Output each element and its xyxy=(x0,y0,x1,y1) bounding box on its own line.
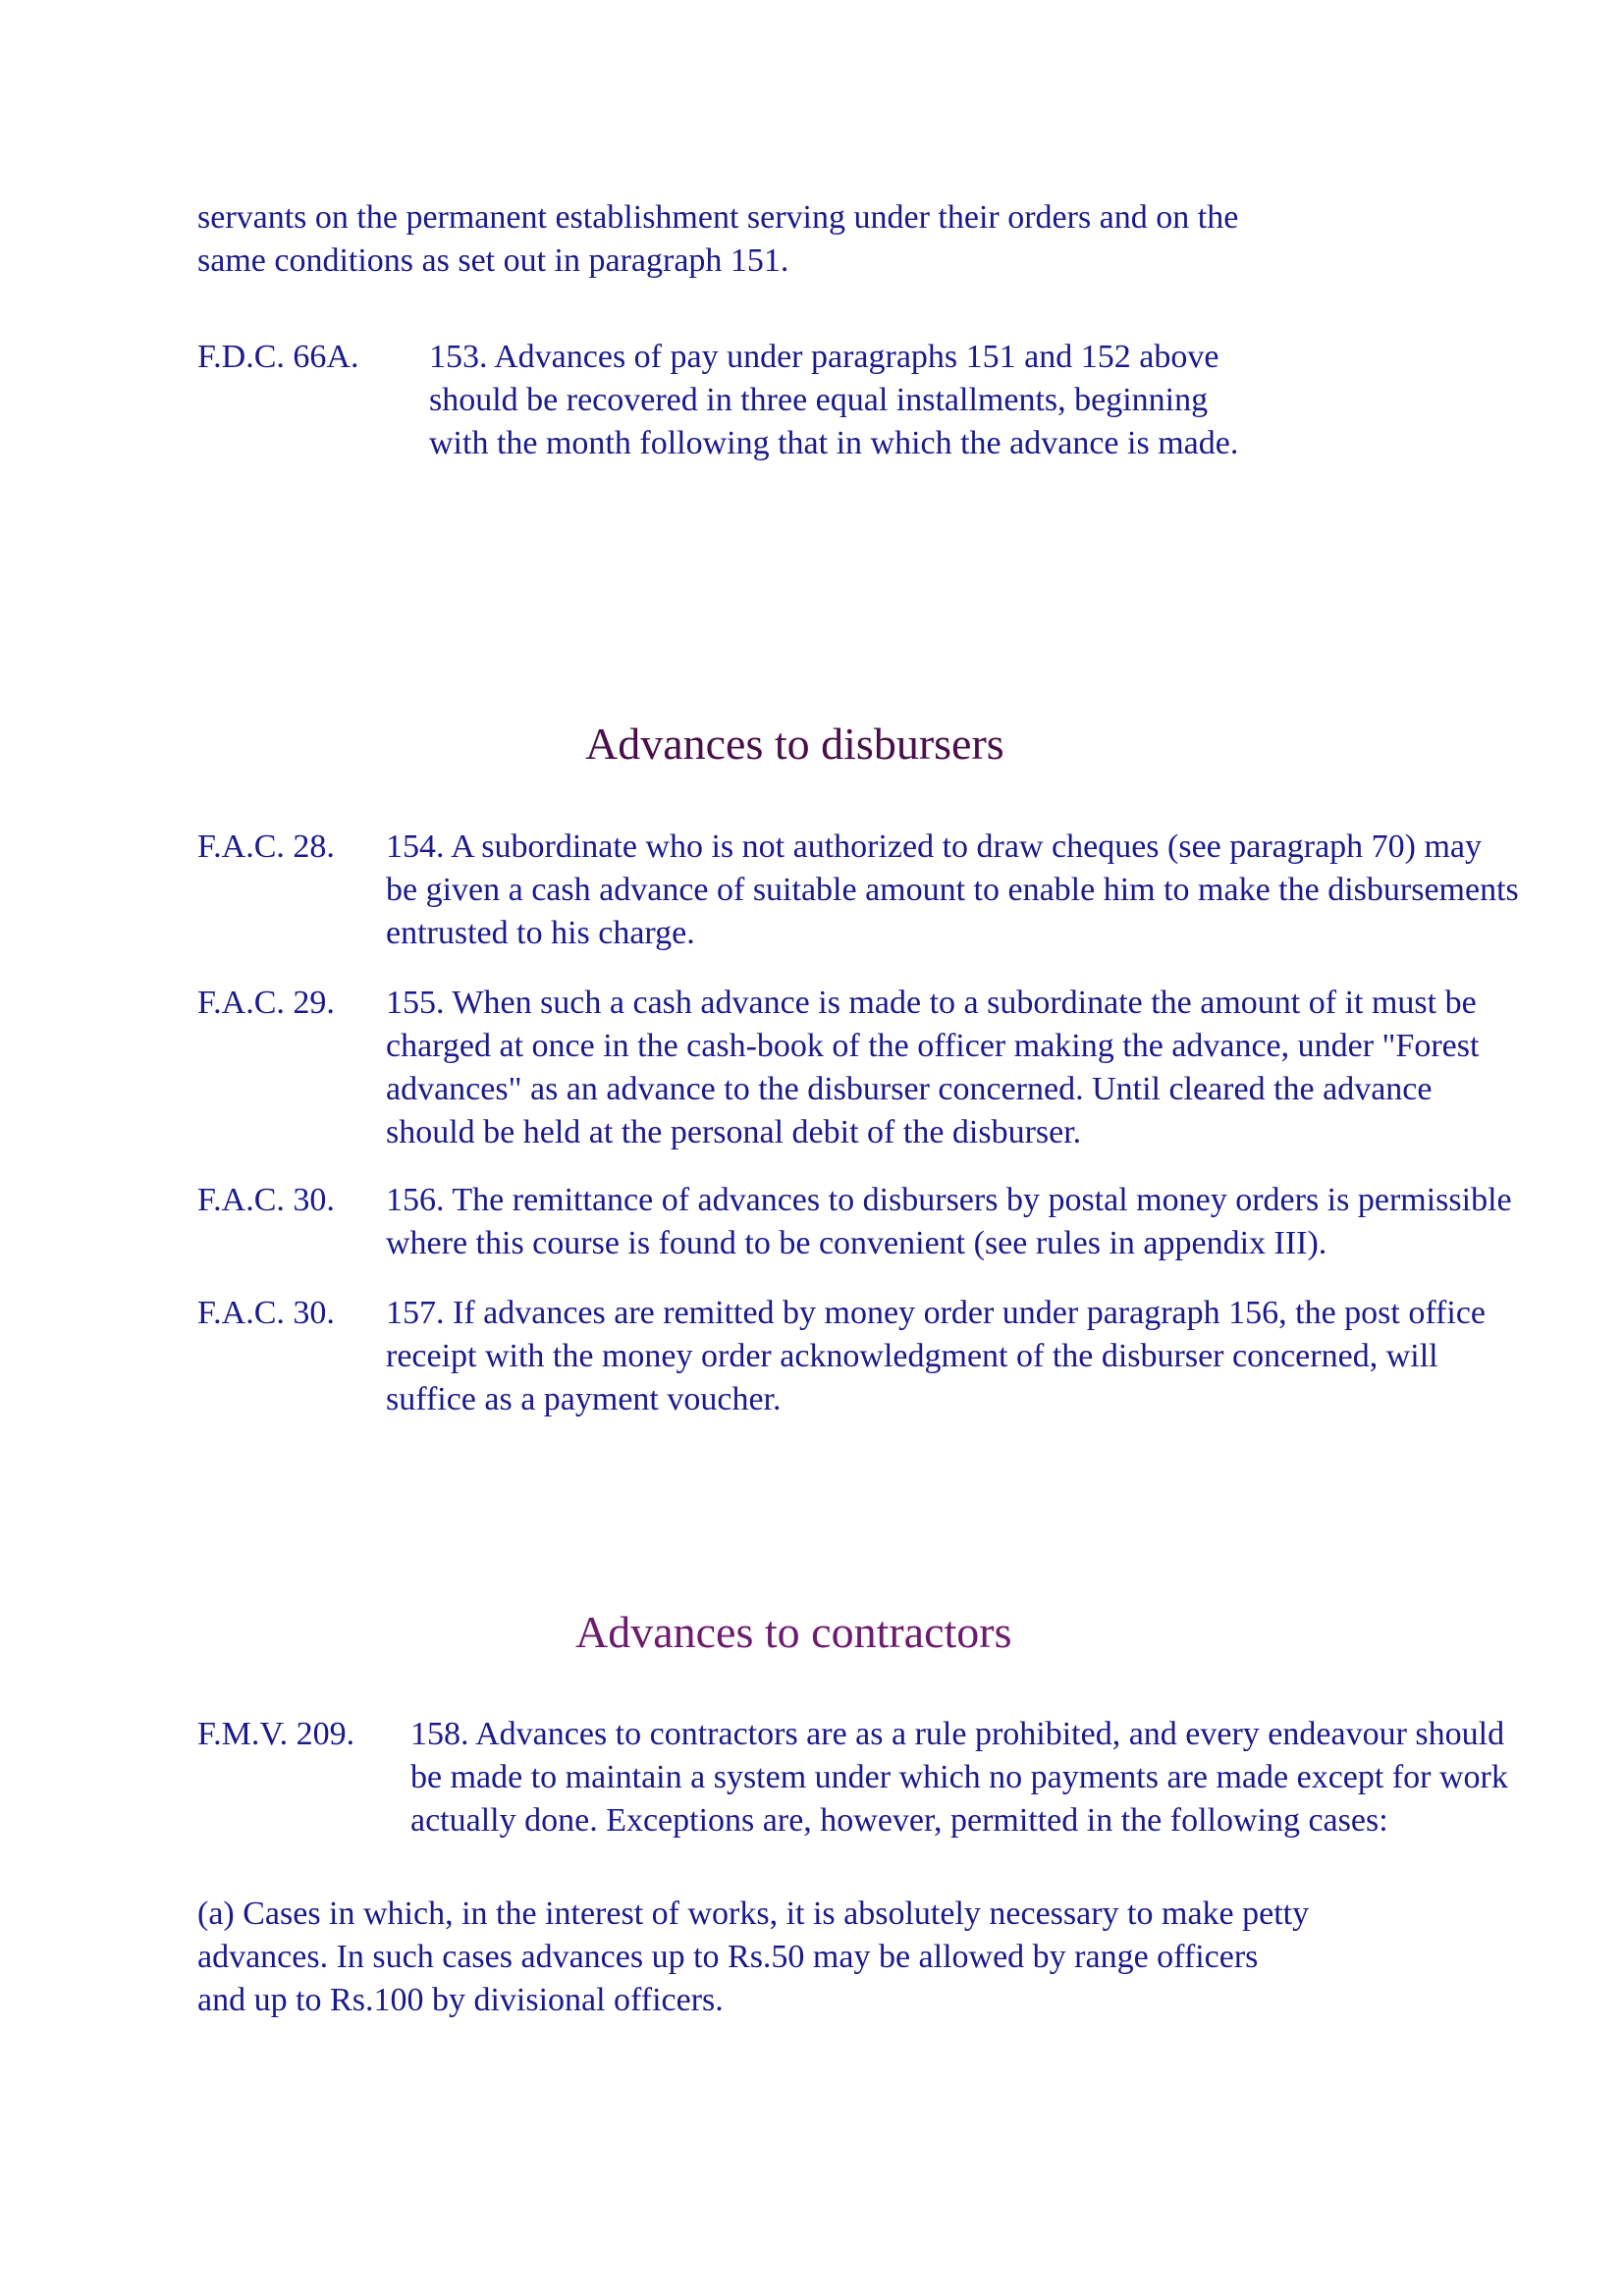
paragraph-line: receipt with the money order acknowledgment of the disburser concerned, will xyxy=(386,1338,1438,1374)
paragraph-line: advances" as an advance to the disburser concerned. Until cleared the advance xyxy=(386,1071,1433,1107)
paragraph-line: 153. Advances of pay under paragraphs 151 and 152 above xyxy=(429,339,1219,375)
paragraph-line: with the month following that in which the advance is made. xyxy=(429,425,1239,461)
paragraph-154 xyxy=(386,826,1519,955)
paragraph-line: actually done. Exceptions are, however, permitted in the following cases: xyxy=(410,1802,1388,1839)
paragraph-line: where this course is found to be convenient (see rules in appendix III). xyxy=(386,1225,1327,1261)
intro-line: same conditions as set out in paragraph 151. xyxy=(197,242,789,279)
paragraph-line: charged at once in the cash-book of the officer making the advance, under "Forest xyxy=(386,1028,1480,1064)
paragraph-157 xyxy=(386,1292,1486,1421)
clause-line: and up to Rs.100 by divisional officers. xyxy=(197,1982,724,2018)
clause-a xyxy=(197,1893,1309,2022)
marginal-reference: F.A.C. 30. xyxy=(197,1295,335,1331)
paragraph-line: be made to maintain a system under which no payments are made except for work xyxy=(410,1759,1508,1795)
marginal-reference: F.D.C. 66A. xyxy=(197,339,359,375)
paragraph-158 xyxy=(410,1713,1508,1842)
section-heading-contractors: Advances to contractors xyxy=(575,1607,1012,1657)
paragraph-153 xyxy=(429,336,1238,465)
paragraph-line: should be recovered in three equal installments, beginning xyxy=(429,382,1209,418)
paragraph-line: be given a cash advance of suitable amount to enable him to make the disbursements xyxy=(386,872,1519,908)
marginal-reference: F.A.C. 30. xyxy=(197,1182,335,1218)
paragraph-line: 154. A subordinate who is not authorized to draw cheques (see paragraph 70) may xyxy=(386,828,1483,865)
paragraph-line: suffice as a payment voucher. xyxy=(386,1381,782,1417)
intro-line: servants on the permanent establishment serving under their orders and on the xyxy=(197,199,1239,236)
paragraph-line: 157. If advances are remitted by money order under paragraph 156, the post office xyxy=(386,1295,1487,1331)
marginal-reference: F.A.C. 28. xyxy=(197,828,335,865)
paragraph-156 xyxy=(386,1179,1512,1265)
marginal-reference: F.A.C. 29. xyxy=(197,985,335,1021)
paragraph-line: 156. The remittance of advances to disbursers by postal money orders is permissible xyxy=(386,1182,1512,1218)
marginal-reference: F.M.V. 209. xyxy=(197,1716,355,1752)
paragraph-line: 155. When such a cash advance is made to a subordinate the amount of it must be xyxy=(386,985,1477,1021)
paragraph-line: entrusted to his charge. xyxy=(386,915,695,951)
paragraph-line: 158. Advances to contractors are as a rule prohibited, and every endeavour should xyxy=(410,1716,1505,1752)
paragraph-line: should be held at the personal debit of the disburser. xyxy=(386,1114,1082,1150)
paragraph-155 xyxy=(386,982,1479,1154)
intro-paragraph xyxy=(197,196,1238,283)
clause-line: advances. In such cases advances up to Rs.50 may be allowed by range officers xyxy=(197,1939,1259,1975)
clause-line: (a) Cases in which, in the interest of works, it is absolutely necessary to make petty xyxy=(197,1896,1310,1932)
section-heading-disbursers: Advances to disbursers xyxy=(585,719,1004,769)
